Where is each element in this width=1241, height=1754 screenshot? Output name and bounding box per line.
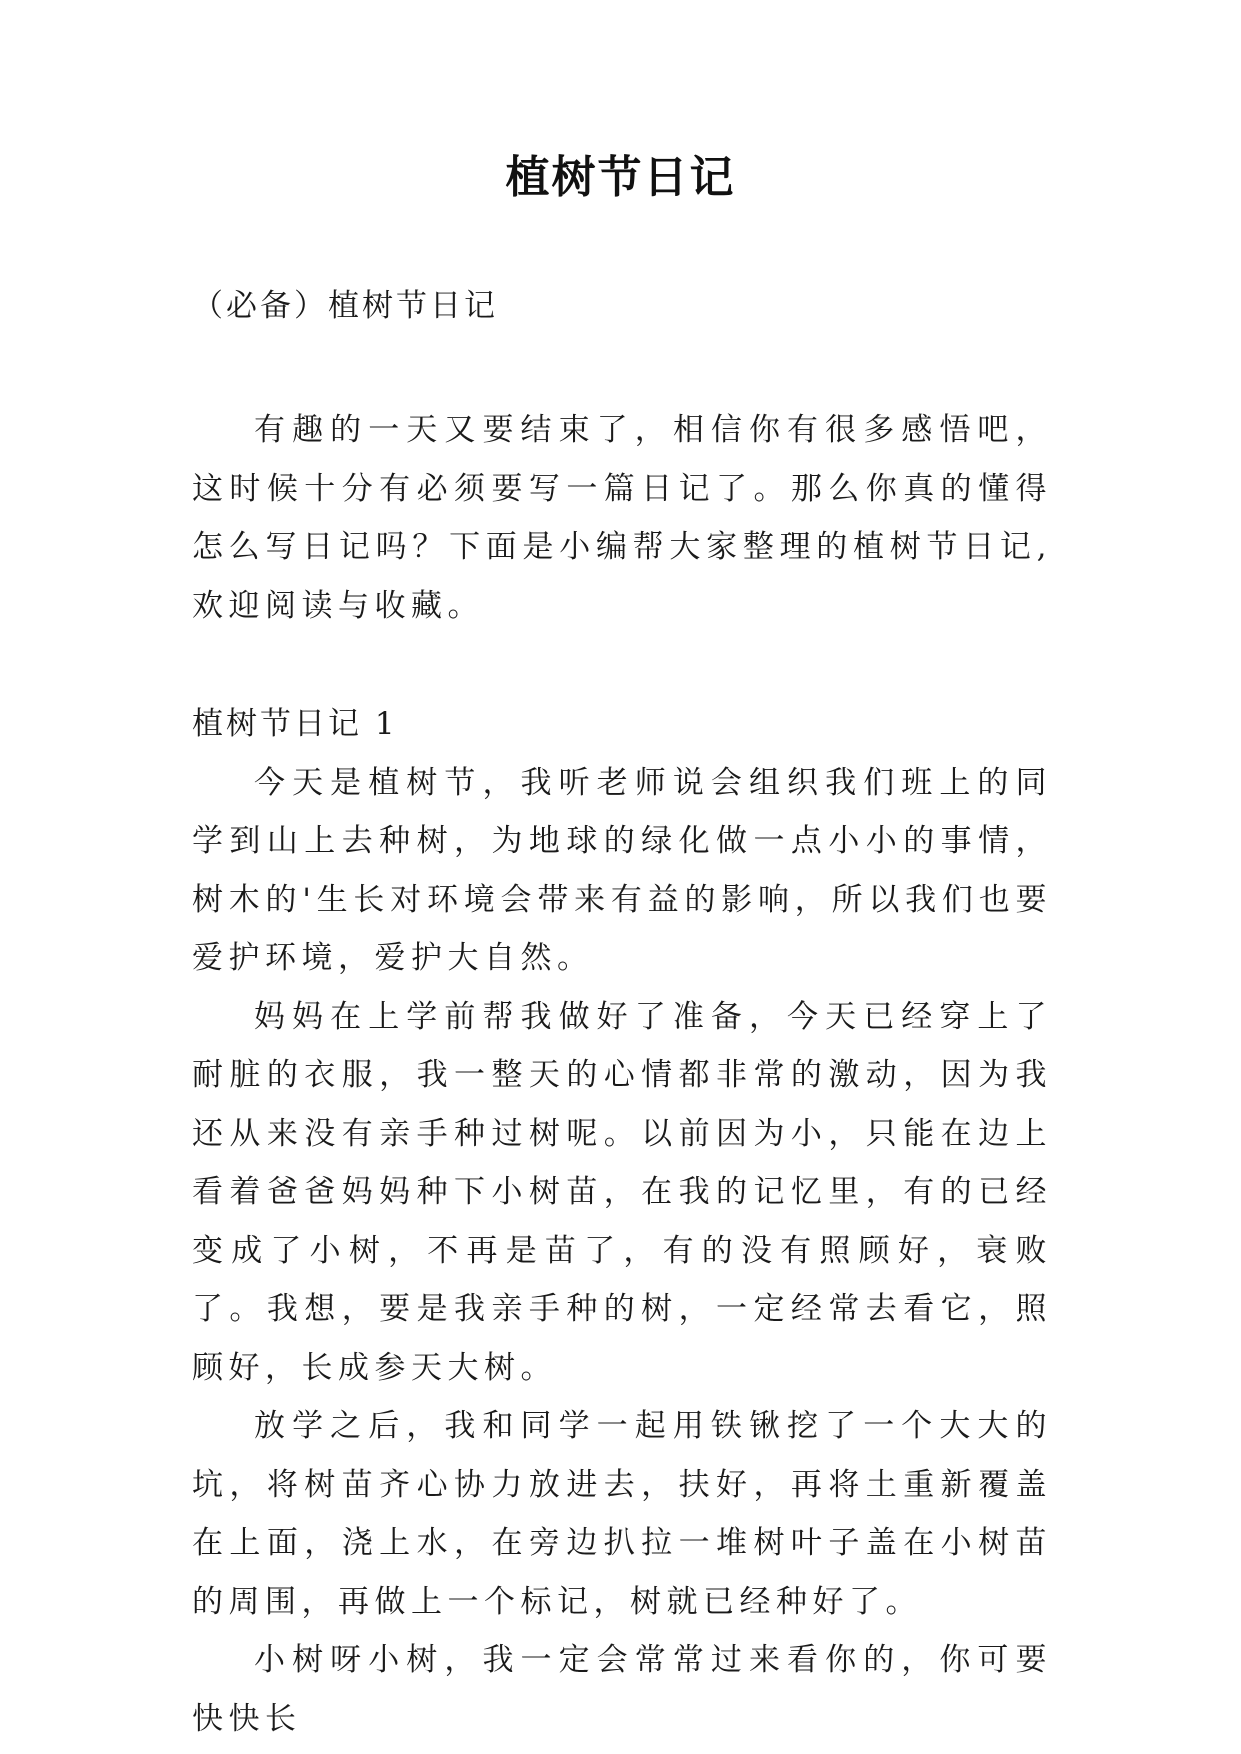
document-title: 植树节日记 xyxy=(505,152,736,203)
intro-section xyxy=(192,401,1052,635)
body-paragraph-1: 今天是植树节，我听老师说会组织我们班上的同学到山上去种树，为地球的绿化做一点小小的事情，树木的'生长对环境会带来有益的影响，所以我们也要爱护环境，爱护大自然。 xyxy=(192,764,1052,976)
section-heading: 植树节日记 1 xyxy=(192,706,398,742)
document-subtitle: （必备）植树节日记 xyxy=(192,288,498,324)
intro-paragraph: 有趣的一天又要结束了，相信你有很多感悟吧，这时候十分有必须要写一篇日记了。那么你真的懂得怎么写日记吗？下面是小编帮大家整理的植树节日记,欢迎阅读与收藏。 xyxy=(192,412,1052,624)
body-paragraph-2: 妈妈在上学前帮我做好了准备，今天已经穿上了耐脏的衣服，我一整天的心情都非常的激动，因为我还从来没有亲手种过树呢。以前因为小，只能在边上看着爸爸妈妈种下小树苗，在我的记忆里，有的已经变成了小树，不再是苗了，有的没有照顾好，衰败了。我想，要是我亲手种的树，一定经常去看它，照顾好，长成参天大树。 xyxy=(192,998,1052,1386)
body-paragraph-3: 放学之后，我和同学一起用铁锹挖了一个大大的坑，将树苗齐心协力放进去，扶好，再将土重新覆盖在上面，浇上水，在旁边扒拉一堆树叶子盖在小树苗的周围，再做上一个标记，树就已经种好了。 xyxy=(192,1408,1052,1620)
body-paragraph-4: 小树呀小树，我一定会常常过来看你的，你可要快快长 xyxy=(192,1642,1052,1737)
document-body xyxy=(192,286,1052,1748)
